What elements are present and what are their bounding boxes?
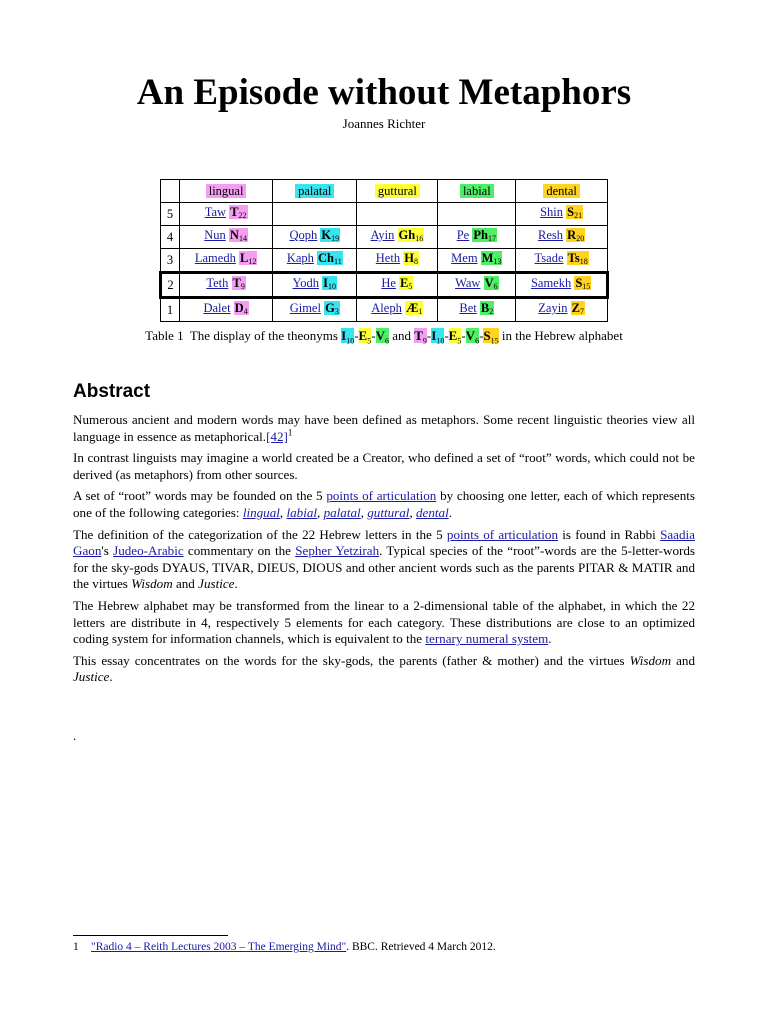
letter-cell — [273, 249, 357, 273]
letter-cell — [516, 226, 608, 249]
theonym-letter — [358, 328, 372, 346]
paragraph-text: . Typical species of the “root”-words are the 5-letter-words for the sky-gods DYAUS, TIVAR, DIEUS, DIOUS and other ancient words such as the parents PITAR & MATIR and the virtues — [73, 543, 695, 592]
paragraph-2: In contrast linguists may imagine a world created be a Creator, who defined a set of “root” words, which could not be derived (as metaphors) from other sources. — [73, 450, 695, 482]
letter-name-link[interactable]: Zayin — [538, 301, 568, 315]
emphasis-wisdom: Wisdom — [629, 652, 672, 668]
letter-name-link[interactable]: Shin — [540, 205, 564, 219]
paragraph-text: 's — [101, 543, 109, 559]
header-cell-dental — [516, 180, 608, 203]
letter-symbol: I — [431, 328, 437, 343]
letter-code — [481, 251, 503, 265]
saadia-gaon-link[interactable]: Saadia Gaon — [73, 526, 695, 559]
letter-index: 20 — [576, 234, 585, 243]
letter-cell — [180, 298, 273, 322]
letter-cell — [180, 203, 273, 226]
letter-index: 4 — [243, 307, 248, 316]
letter-cell — [180, 249, 273, 273]
table-row — [161, 249, 608, 273]
letter-symbol: T — [230, 205, 239, 219]
sepher-yetzirah-link[interactable]: Sepher Yetzirah — [295, 543, 380, 559]
letter-symbol: V — [375, 328, 385, 343]
letter-code — [403, 251, 419, 265]
ternary-numeral-system-link[interactable]: ternary numeral system — [425, 631, 549, 647]
letter-symbol: T — [414, 328, 423, 343]
letter-code — [229, 205, 247, 219]
paragraph-text: and — [676, 652, 695, 668]
letter-symbol: L — [239, 251, 249, 265]
letter-symbol: I — [341, 328, 347, 343]
letter-cell — [357, 249, 438, 273]
lingual-link[interactable]: lingual — [242, 504, 280, 520]
letter-code — [239, 251, 257, 265]
letter-name-link[interactable]: Lamedh — [194, 251, 236, 265]
paragraph-text: A set of “root” words may be founded on the 5 — [73, 488, 323, 504]
letter-symbol: B — [480, 301, 490, 315]
alphabet-table — [159, 179, 609, 322]
letter-symbol: D — [234, 301, 244, 315]
letter-index: 16 — [415, 234, 424, 243]
guttural-link[interactable]: guttural — [367, 504, 410, 520]
letter-symbol: H — [404, 251, 414, 265]
row-number: 5 — [161, 203, 180, 226]
letter-code — [480, 301, 494, 315]
letter-index: 15 — [490, 336, 499, 346]
caption-suffix: in the Hebrew alphabet — [501, 328, 623, 343]
letter-cell — [273, 273, 357, 298]
letter-index: 6 — [493, 282, 498, 291]
letter-index: 2 — [489, 307, 494, 316]
letter-code — [472, 228, 497, 242]
caption-and: and — [392, 328, 411, 343]
emphasis-wisdom: Wisdom — [131, 576, 173, 592]
letter-symbol: E — [358, 328, 368, 343]
emphasis-justice: Justice — [198, 576, 235, 592]
caption-text: The display of the theonyms — [189, 328, 338, 343]
letter-name-link[interactable]: Pe — [456, 228, 470, 242]
letter-index: 14 — [238, 234, 247, 243]
paragraph-text: commentary on the — [187, 543, 291, 559]
paragraph-6 — [73, 653, 695, 686]
letter-symbol: Ts — [567, 251, 580, 265]
table-row — [161, 273, 608, 298]
letter-index: 7 — [579, 307, 584, 316]
paragraph-text: Numerous ancient and modern words may have been defined as metaphors. Some recent linguistic theories view all language in essence as metaphorical. — [73, 412, 695, 444]
letter-code — [398, 228, 425, 242]
theonym-2: $T_9-I_{10}-E_5-V_6-S_{15}$ — [414, 328, 499, 346]
letter-cell — [180, 226, 273, 249]
letter-code — [399, 276, 413, 290]
letter-name-link[interactable]: Bet — [459, 301, 477, 315]
letter-cell — [516, 249, 608, 273]
letter-code — [324, 301, 340, 315]
letter-index: 11 — [334, 257, 342, 266]
author: Joannes Richter — [342, 116, 426, 131]
letter-symbol: R — [567, 228, 577, 242]
letter-code — [566, 205, 583, 219]
paragraph-text: This essay concentrates on the words for the sky-gods, the parents (father & mother) and the virtues — [73, 652, 625, 668]
footnote-text: . BBC. Retrieved 4 March 2012. — [346, 941, 496, 953]
letter-symbol: E — [400, 276, 409, 290]
letter-cell — [357, 298, 438, 322]
letter-cell — [273, 298, 357, 322]
letter-name-link[interactable]: Nun — [204, 228, 226, 242]
paragraph-text: . — [548, 631, 552, 647]
category-label: dental — [543, 184, 580, 198]
header-cell-labial — [438, 180, 516, 203]
letter-index: 3 — [334, 307, 339, 316]
letter-cell — [438, 249, 516, 273]
emphasis-justice: Justice — [73, 669, 110, 685]
abstract-heading: Abstract — [73, 381, 151, 402]
table-header-row — [161, 180, 608, 203]
footnote — [73, 940, 496, 954]
letter-cell — [180, 273, 273, 298]
letter-symbol: I — [323, 276, 329, 290]
paragraph-text: . — [234, 576, 238, 592]
letter-name-link[interactable]: Tsade — [534, 251, 564, 265]
header-cell-guttural — [357, 180, 438, 203]
row-number: 4 — [161, 226, 180, 249]
letter-name-link[interactable]: Yodh — [292, 276, 320, 290]
letter-cell — [273, 226, 357, 249]
letter-code — [229, 228, 248, 242]
letter-symbol: S — [575, 276, 583, 290]
letter-code — [232, 276, 246, 290]
letter-index: 10 — [346, 336, 355, 346]
palatal-link[interactable]: palatal — [323, 504, 361, 520]
letter-index: 5 — [408, 282, 413, 291]
stray-dot: . — [73, 728, 77, 743]
letter-symbol: Æ — [405, 301, 419, 315]
letter-symbol: K — [321, 228, 332, 242]
letter-index: 5 — [367, 336, 372, 346]
letter-index: 12 — [248, 257, 257, 266]
letter-cell — [357, 226, 438, 249]
letter-code — [484, 276, 499, 290]
letter-index: 17 — [487, 234, 496, 243]
category-label: palatal — [295, 184, 334, 198]
category-label: guttural — [375, 184, 420, 198]
letter-index: 13 — [493, 257, 502, 266]
paragraph-3: A set of “root” words may be founded on the 5 points of articulation by choosing one letter, each of which represents one of the following categories: lingual, labial, palatal, guttural, dental. — [73, 488, 696, 520]
footnote-link[interactable]: "Radio 4 – Reith Lectures 2003 – The Emerging Mind" — [91, 941, 347, 953]
letter-symbol: V — [484, 276, 494, 290]
letter-cell — [516, 298, 608, 322]
letter-name-link[interactable]: Ayin — [370, 228, 395, 242]
paragraph-text: The Hebrew alphabet may be transformed from the linear to a 2-dimensional table of the alphabet, in which the 22 letters are distribute in 4, respectively 5 elements for each category. These distributions are close to an optimized coding system for information channels, which is equivalent to the — [73, 597, 695, 647]
points-of-articulation-link[interactable]: points of articulation — [326, 488, 437, 504]
header-corner-cell — [161, 180, 180, 203]
letter-index: 9 — [240, 282, 245, 291]
letter-cell — [357, 203, 438, 226]
letter-index: 22 — [238, 211, 247, 220]
caption-label: Table 1 — [145, 328, 184, 343]
letter-code — [571, 301, 585, 315]
row-number: 3 — [161, 249, 180, 273]
table-row — [161, 226, 608, 249]
letter-cell — [357, 273, 438, 298]
paragraph-text: . — [109, 669, 113, 685]
letter-index: 6 — [384, 336, 389, 346]
letter-name-link[interactable]: Dalet — [203, 301, 231, 315]
theonym-letter — [431, 328, 445, 346]
points-of-articulation-link[interactable]: points of articulation — [446, 526, 558, 542]
letter-index: 1 — [418, 307, 423, 316]
footnote-marker[interactable]: 1 — [287, 427, 293, 438]
paragraph-5 — [73, 598, 695, 648]
letter-cell — [273, 203, 357, 226]
row-number: 1 — [161, 298, 180, 322]
letter-code — [317, 251, 343, 265]
letter-name-link[interactable]: Gimel — [289, 301, 321, 315]
letter-symbol: Ph — [473, 228, 488, 242]
page-title: An Episode without Metaphors — [136, 72, 632, 113]
letter-name-link[interactable]: Teth — [206, 276, 229, 290]
table-caption — [0, 328, 768, 350]
theonym-letter — [414, 328, 427, 346]
letter-symbol: V — [465, 328, 476, 343]
letter-name-link[interactable]: Resh — [538, 228, 564, 242]
letter-index: 15 — [582, 282, 591, 291]
header-cell-palatal — [273, 180, 357, 203]
table-row — [161, 203, 608, 226]
letter-symbol: G — [325, 301, 335, 315]
category-label: lingual — [206, 184, 247, 198]
theonym-letter — [483, 328, 499, 346]
letter-symbol: S — [483, 328, 491, 343]
theonym-letter — [341, 328, 355, 346]
letter-code — [566, 228, 585, 242]
letter-index: 18 — [579, 257, 588, 266]
letter-cell — [438, 226, 516, 249]
theonym-letter — [465, 328, 480, 346]
letter-symbol: T — [232, 276, 241, 290]
letter-symbol: N — [229, 228, 239, 242]
letter-index: 8 — [413, 257, 418, 266]
letter-name-link[interactable]: Aleph — [371, 301, 402, 315]
letter-index: 9 — [422, 336, 427, 346]
letter-index: 5 — [457, 336, 462, 346]
letter-index: 10 — [328, 282, 337, 291]
letter-cell — [438, 203, 516, 226]
letter-symbol: Ch — [318, 251, 334, 265]
dental-link[interactable]: dental — [415, 504, 449, 520]
theonym-1: $I_{10}-E_5-V_6$ — [341, 328, 389, 346]
paragraph-text: and — [175, 576, 195, 592]
letter-cell — [438, 298, 516, 322]
letter-name-link[interactable]: Kaph — [286, 251, 314, 265]
letter-name-link[interactable]: Mem — [451, 251, 478, 265]
paragraph-text: by choosing one letter, each of which represents one of the following categories: — [73, 488, 696, 520]
letter-cell — [516, 203, 608, 226]
table-row — [161, 298, 608, 322]
theonym-letter — [375, 328, 389, 346]
category-label: labial — [460, 184, 494, 198]
paragraph-1 — [73, 412, 695, 445]
theonym-letter — [448, 328, 462, 346]
letter-code — [320, 228, 340, 242]
letter-name-link[interactable]: Samekh — [530, 276, 572, 290]
paragraph-text: is found in Rabbi — [562, 526, 656, 542]
letter-code — [234, 301, 249, 315]
letter-code — [405, 301, 424, 315]
letter-code — [567, 251, 589, 265]
letter-name-link[interactable]: Heth — [375, 251, 401, 265]
letter-index: 19 — [331, 234, 340, 243]
judeo-arabic-link[interactable]: Judeo-Arabic — [113, 543, 184, 559]
letter-index: 6 — [475, 336, 480, 346]
footnote-number: 1 — [73, 941, 79, 953]
footnote-divider — [73, 935, 228, 936]
labial-link[interactable]: labial — [286, 504, 318, 520]
letter-name-link[interactable]: Qoph — [289, 228, 318, 242]
letter-code — [322, 276, 337, 290]
letter-symbol: Z — [571, 301, 580, 315]
letter-cell — [516, 273, 608, 298]
row-number: 2 — [161, 273, 180, 298]
letter-symbol: E — [448, 328, 458, 343]
letter-code — [574, 276, 591, 290]
letter-name-link[interactable]: Taw — [204, 205, 227, 219]
letter-symbol: Gh — [398, 228, 416, 242]
abstract-body — [73, 412, 695, 691]
letter-name-link[interactable]: Waw — [455, 276, 481, 290]
letter-index: 10 — [436, 336, 445, 346]
letter-name-link[interactable]: He — [381, 276, 396, 290]
citation-link[interactable]: [42] — [266, 428, 288, 444]
letter-symbol: S — [567, 205, 575, 219]
paragraph-text: The definition of the categorization of the 22 Hebrew letters in the 5 — [73, 526, 443, 542]
header-cell-lingual — [180, 180, 273, 203]
letter-cell — [438, 273, 516, 298]
letter-index: 21 — [574, 211, 583, 220]
paragraph-4 — [73, 527, 695, 593]
letter-symbol: M — [481, 251, 494, 265]
